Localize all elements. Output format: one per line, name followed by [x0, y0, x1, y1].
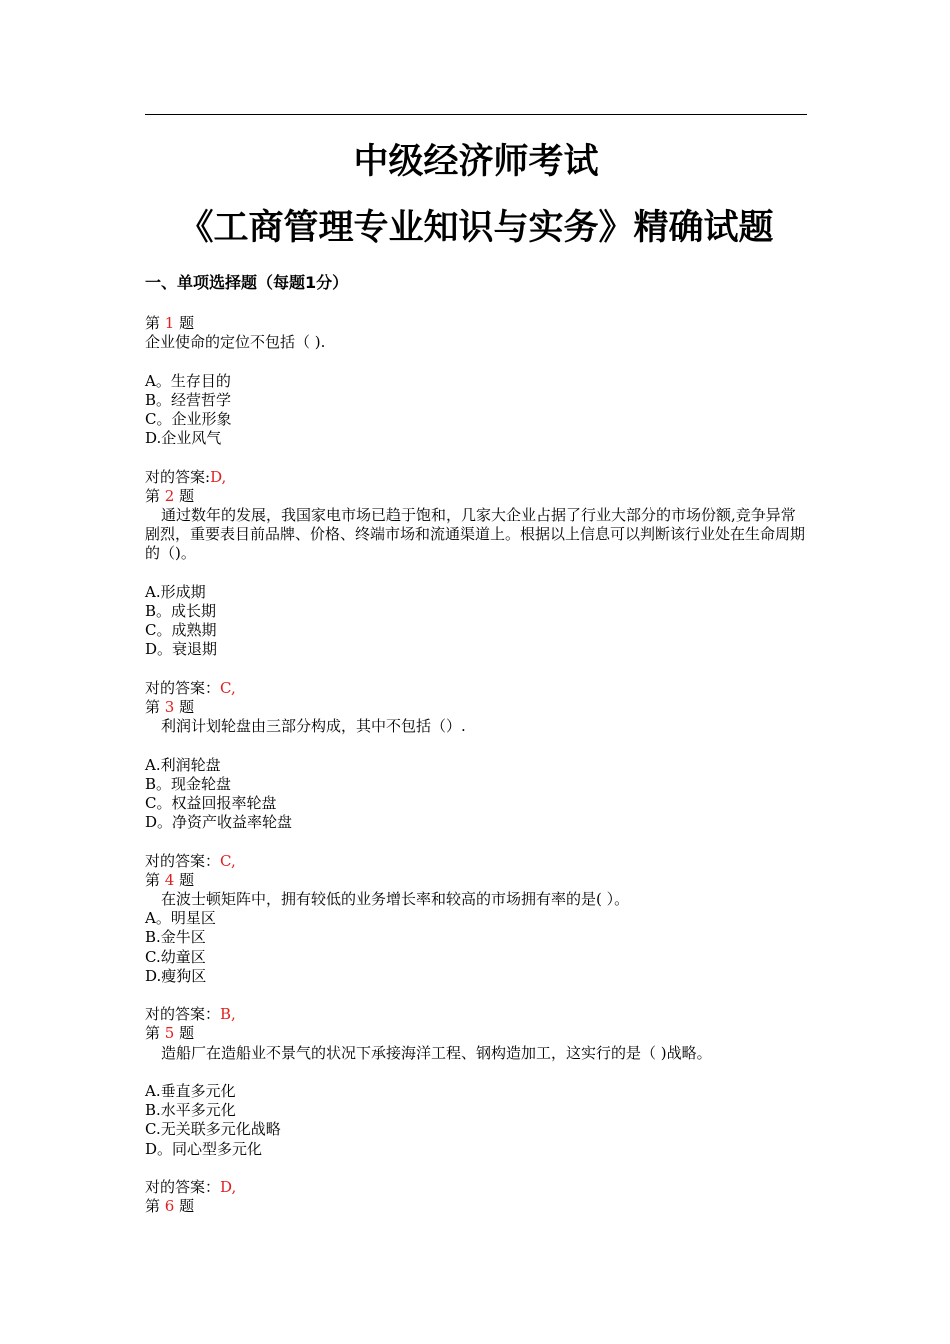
question-header: 第 1 题	[145, 314, 195, 332]
option: B。成长期	[145, 602, 217, 620]
answer-line: 对的答案：C,	[145, 851, 236, 870]
question-header: 第 2 题	[145, 486, 195, 505]
option: D.企业风气	[145, 429, 222, 448]
answer-value: D,	[210, 467, 227, 486]
question-stem: 企业使命的定位不包括（ ).	[145, 333, 326, 352]
option: B.金牛区	[145, 928, 206, 947]
option: A.垂直多元化	[145, 1082, 236, 1100]
question-stem: 造船厂在造船业不景气的状况下承接海洋工程、钢构造加工，这实行的是（ )战略。	[161, 1043, 712, 1062]
question-header: 第 6 题	[145, 1197, 195, 1216]
option: A.形成期	[145, 582, 206, 601]
option: D。衰退期	[145, 640, 218, 659]
question-stem: 通过数年的发展，我国家电市场已趋于饱和，几家大企业占据了行业大部分的市场份额,竞争异常剧烈，重要表目前品牌、价格、终端市场和流通渠道上。根据以上信息可以判断该行业处在生命周期的（)。	[145, 506, 806, 563]
option: B。现金轮盘	[145, 774, 232, 793]
question-list	[145, 314, 807, 1216]
answer-line: 对的答案：D,	[145, 1178, 237, 1196]
answer-value: C,	[220, 851, 236, 870]
question-stem: 在波士顿矩阵中，拥有较低的业务增长率和较高的市场拥有率的是( ）。	[161, 890, 630, 908]
answer-value: D,	[220, 1178, 237, 1196]
question-header: 第 4 题	[145, 870, 195, 889]
option: C.无关联多元化战略	[145, 1120, 281, 1139]
option: A。生存目的	[145, 371, 231, 390]
answer-line: 对的答案:D,	[145, 467, 227, 486]
header-rule	[145, 114, 807, 115]
option: C。企业形象	[145, 410, 232, 428]
option: A。明星区	[145, 909, 216, 928]
option: D。净资产收益率轮盘	[145, 813, 293, 832]
answer-line: 对的答案：C,	[145, 678, 236, 697]
option: D.瘦狗区	[145, 966, 207, 985]
answer-value: B,	[220, 1005, 236, 1024]
answer-line: 对的答案：B,	[145, 1005, 236, 1024]
question-number: 2	[164, 486, 175, 505]
option: A.利润轮盘	[145, 755, 221, 774]
answer-value: C,	[220, 678, 236, 697]
question-number: 3	[164, 698, 175, 716]
section-heading: 一、单项选择题（每题1分）	[145, 273, 349, 292]
option: C。权益回报率轮盘	[145, 794, 277, 812]
option: B。经营哲学	[145, 390, 232, 409]
question-number: 6	[164, 1197, 175, 1216]
question-header: 第 5 题	[145, 1024, 195, 1043]
document-title: 中级经济师考试	[353, 142, 599, 182]
option: B.水平多元化	[145, 1101, 236, 1120]
document-subtitle: 《工商管理专业知识与实务》精确试题	[178, 208, 774, 248]
question-number: 5	[164, 1024, 175, 1043]
option: C。成熟期	[145, 621, 217, 640]
question-header: 第 3 题	[145, 698, 195, 716]
question-number: 1	[164, 314, 175, 332]
question-number: 4	[164, 870, 175, 889]
question-stem: 利润计划轮盘由三部分构成，其中不包括（）.	[161, 717, 466, 736]
option: C.幼童区	[145, 947, 206, 966]
option: D。同心型多元化	[145, 1139, 263, 1158]
